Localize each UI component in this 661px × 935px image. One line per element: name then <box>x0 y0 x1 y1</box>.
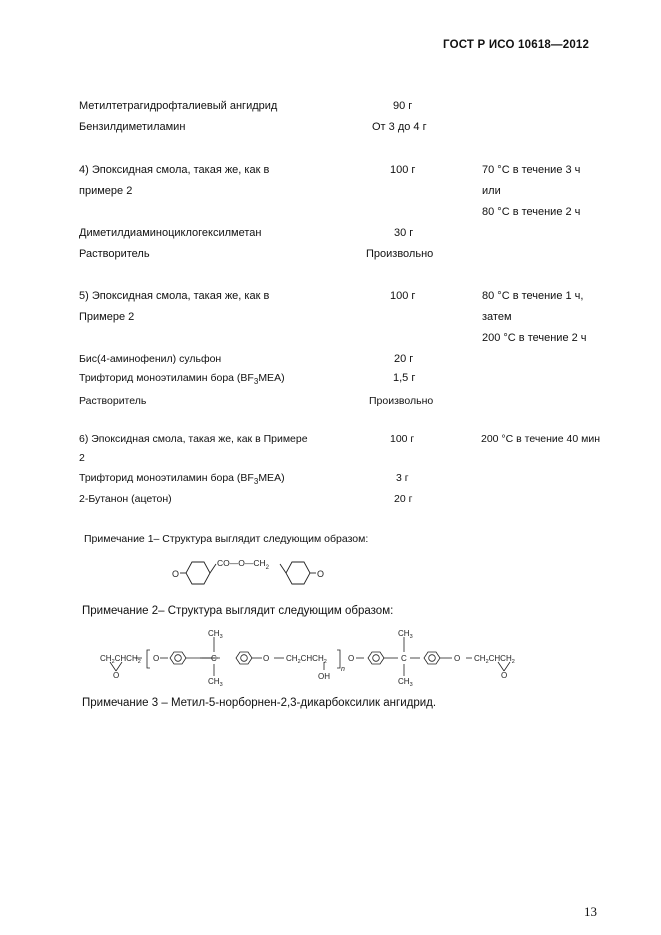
note-2: Примечание 2– Структура выглядит следующим образом: <box>82 605 394 617</box>
epoxy-o-right: O <box>317 569 325 579</box>
component-name-cont: 2 <box>79 452 85 464</box>
component-amount: 20 г <box>394 493 413 505</box>
component-amount: 30 г <box>394 227 414 239</box>
methyl-bottom: $CH_3$ <box>208 677 223 688</box>
ether-o: O <box>263 654 270 663</box>
cure-condition: 80 °С в течение 2 ч <box>482 206 581 218</box>
methyl-top: $CH_3$ <box>208 629 223 640</box>
glycidyl-right: $CH_2CHCH_2$ <box>474 654 515 665</box>
quaternary-c: C <box>211 654 217 663</box>
component-name: Растворитель <box>79 248 150 260</box>
cure-condition: 200 °С в течение 2 ч <box>482 332 587 344</box>
component-amount: 3 г <box>396 472 409 484</box>
quaternary-c: C <box>401 654 407 663</box>
component-name: 6) Эпоксидная смола, такая же, как в Примере <box>79 433 308 445</box>
epoxy-o-left: O <box>113 671 120 680</box>
ether-o: O <box>454 654 461 663</box>
component-amount: 100 г <box>390 164 416 176</box>
component-name: Растворитель <box>79 395 147 407</box>
component-name-cont: Примере 2 <box>79 311 135 323</box>
component-name: Диметилдиаминоциклогексилметан <box>79 227 262 239</box>
ring-right <box>286 562 310 584</box>
cure-condition: 200 °С в течение 40 мин <box>481 433 601 445</box>
ring-left <box>186 562 210 584</box>
cure-condition: 80 °С в течение 1 ч, <box>482 290 584 302</box>
cure-condition: или <box>482 185 501 197</box>
component-name: Метилтетрагидрофталиевый ангидрид <box>79 100 278 112</box>
component-amount: 100 г <box>390 290 416 302</box>
repeat-n: n <box>341 666 345 673</box>
note-1: Примечание 1– Структура выглядит следующим образом: <box>84 533 369 545</box>
structure-2-formula <box>98 626 530 688</box>
component-amount: Произвольно <box>369 395 434 407</box>
hydroxyl: OH <box>318 672 330 681</box>
epoxy-o-left: O <box>172 569 180 579</box>
glycidyl-left: $CH_2CHCH_2$ <box>100 654 141 665</box>
ester-link: $CO—O—CH_2$ <box>217 558 269 571</box>
cure-condition: 70 °С в течение 3 ч <box>482 164 581 176</box>
component-name: 2-Бутанон (ацетон) <box>79 493 172 505</box>
component-name: Бис(4-аминофенил) сульфон <box>79 353 222 365</box>
epoxy-o-right: O <box>501 671 508 680</box>
component-name-cont: примере 2 <box>79 185 133 197</box>
page-number: 13 <box>584 904 597 919</box>
methyl-top: $CH_3$ <box>398 629 413 640</box>
component-amount: 90 г <box>393 100 413 112</box>
component-amount: 20 г <box>394 353 414 365</box>
component-name: Бензилдиметиламин <box>79 121 186 133</box>
hydroxypropyl: $CH_2CHCH_2$ <box>286 654 327 665</box>
component-amount: 100 г <box>390 433 415 445</box>
component-amount: 1,5 г <box>393 372 416 384</box>
component-name: 4) Эпоксидная смола, такая же, как в <box>79 164 270 176</box>
page-header: ГОСТ Р ИСО 10618—2012 <box>443 39 590 51</box>
cure-condition: затем <box>482 311 512 323</box>
component-name: 5) Эпоксидная смола, такая же, как в <box>79 290 270 302</box>
note-3: Примечание 3 – Метил-5-норборнен-2,3-дикарбоксилик ангидрид. <box>82 697 437 709</box>
component-amount: Произвольно <box>366 248 434 260</box>
structure-1-formula <box>166 552 338 598</box>
component-name: Трифторид моноэтиламин бора $(BF_3МЕА)$ <box>79 472 285 486</box>
ether-o: O <box>153 654 160 663</box>
ether-o: O <box>348 654 355 663</box>
methyl-bottom: $CH_3$ <box>398 677 413 688</box>
component-name: Трифторид моноэтиламин бора $(BF_3МЕА)$ <box>79 372 285 386</box>
component-amount: От 3 до 4 г <box>372 121 427 133</box>
